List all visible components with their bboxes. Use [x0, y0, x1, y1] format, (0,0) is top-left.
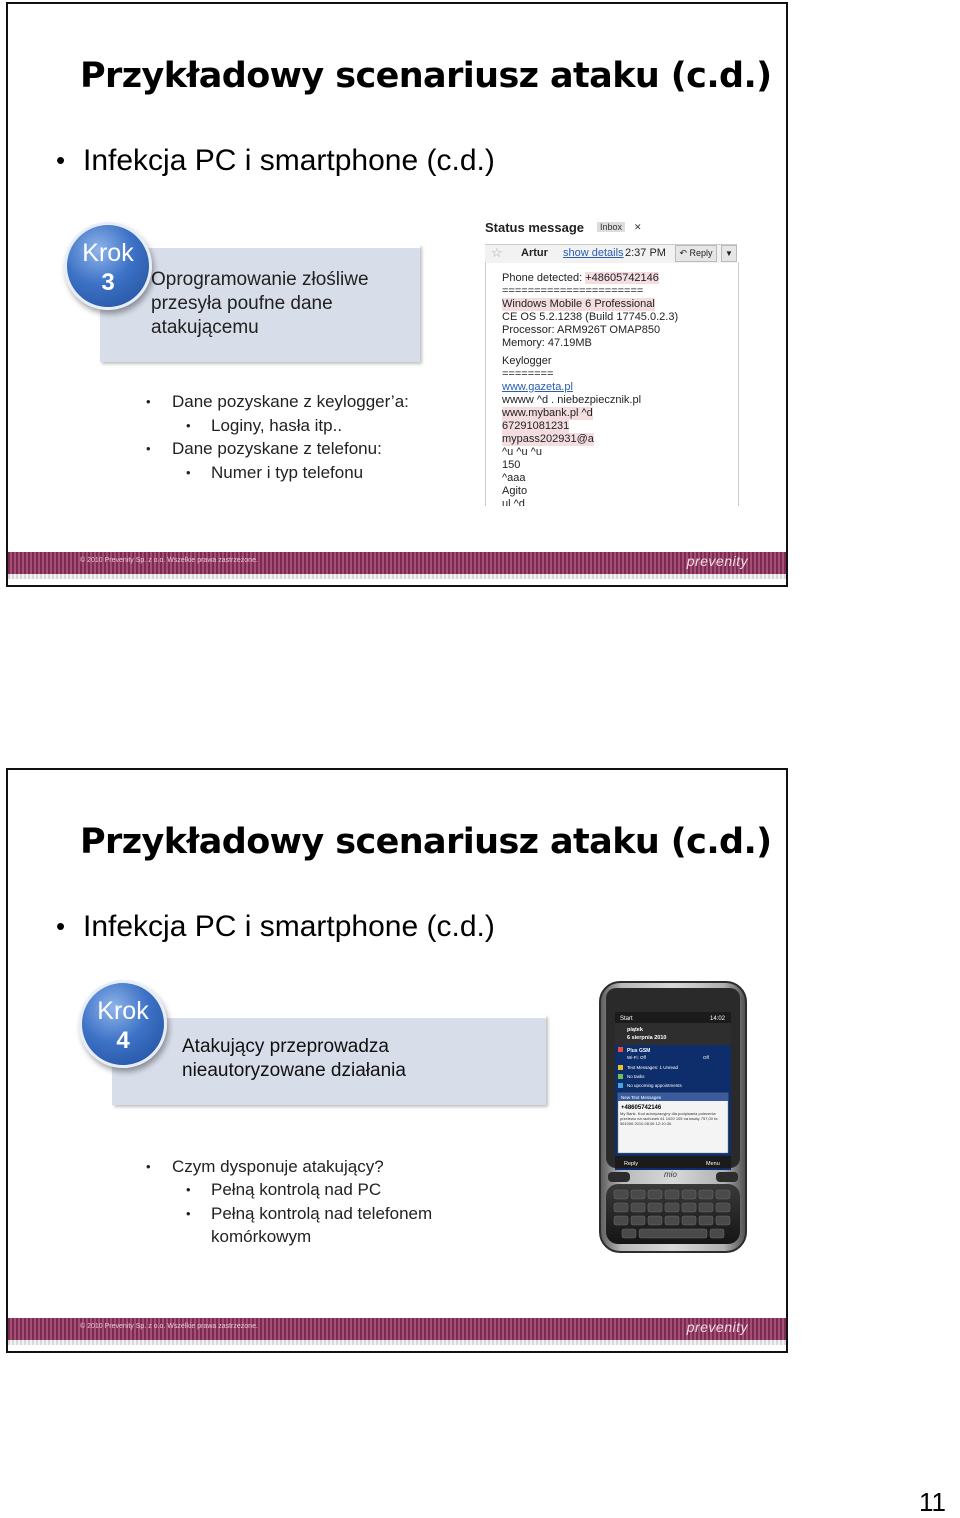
slide-title: Przykładowy scenariusz ataku (c.d.) [80, 56, 772, 96]
step-line: przesyła poufne dane [151, 293, 333, 314]
smartphone-image [598, 980, 748, 1255]
email-screenshot [482, 218, 742, 506]
step-badge [79, 980, 167, 1068]
email-subject: Status message [485, 220, 584, 235]
phone-date: 6 sierpnia 2010 [627, 1035, 667, 1041]
inbox-label: Inbox [597, 222, 625, 232]
phone-wifi: Wi-Fi: Off [627, 1055, 646, 1060]
bullet-dot-icon: • [56, 911, 66, 941]
footer-copyright: © 2010 Prevenity Sp. z o.o. Wszelkie prawa zastrzeżone. [80, 1323, 258, 1330]
chevron-down-icon: ▼ [721, 245, 737, 262]
email-line: mypass202931@a [502, 433, 594, 445]
show-details-link: show details [563, 247, 624, 259]
email-line: Phone detected: +48605742146 [502, 272, 659, 284]
email-line: ^aaa [502, 472, 526, 484]
email-time: 2:37 PM [625, 247, 666, 259]
slide-footer [8, 552, 786, 574]
notification-number: +48605742146 [621, 1105, 662, 1111]
email-line: wwww ^d . niebezpiecznik.pl [502, 394, 642, 406]
email-line: 150 [502, 459, 521, 471]
notification-body: My Bank. Kod autoryzacyjny dla podpisania polecenia przelewu na rachunek 61 1020 105 na kwotę 757,00 to: 561006 2010.08.06 12:10:30. [620, 1111, 719, 1126]
reply-button: ↶ Reply [675, 245, 717, 262]
bullet-dot-icon: • [146, 394, 151, 409]
email-line: Processor: ARM926T OMAP850 [502, 324, 661, 336]
step-description [151, 268, 369, 340]
email-line: ul ^d [502, 498, 525, 506]
slide-1: Przykładowy scenariusz ataku (c.d.) • Infekcja PC i smartphone (c.d.) Oprogramowanie złośliwe przesyła poufne dane atakującemu Krok 3 • Dane pozyskane z keylogger’a: • Loginy, hasła itp.. • Dane pozyskane z telefonu: • Numer i typ telefonu Status message Inbox ✕ ☆ Artur show details 2:37 PM ↶ Reply ▼ Phone detected: +48605742146 ====================== Windows Mobile 6 Professional CE OS 5.2.1238 (Build 17745.0.2.3) Processor: ARM926T OMAP850 Memory: 47.19MB Keylogger ======== www.gazeta.pl wwww ^d . niebezpiecznik.pl www.mybank.pl ^d 67291081231 mypass202931@a ^u ^u ^u 150 ^aaa Agito ul ^d © 2010 Prevenity Sp. z o.o. Wszelkie prawa zastrzeżone. prevenity [6, 2, 788, 587]
email-line: www.mybank.pl ^d [502, 407, 593, 419]
notification-title: New Text Messages [621, 1095, 662, 1100]
footer-logo: prevenity [686, 1319, 748, 1335]
bullet-dot-icon: • [56, 145, 66, 175]
phone-tasks: No tasks [627, 1074, 645, 1079]
bullet-dot-icon: • [186, 1182, 191, 1197]
softkey-left: Reply [624, 1161, 639, 1167]
email-line: Memory: 47.19MB [502, 337, 592, 349]
step-badge [64, 222, 152, 310]
step-badge-label: Krok [82, 239, 134, 267]
email-sender: Artur [521, 247, 548, 259]
bullet-dot-icon: • [146, 441, 151, 456]
page-number: 11 [919, 1487, 946, 1517]
phone-carrier: Plus GSM [627, 1048, 651, 1054]
email-line: ======== [502, 368, 554, 380]
step-badge-number: 4 [116, 1027, 130, 1054]
step-line: atakującemu [151, 317, 259, 338]
email-line: ====================== [502, 285, 644, 297]
star-icon: ☆ [491, 245, 503, 260]
email-line: Windows Mobile 6 Professional [502, 298, 655, 310]
email-header [485, 244, 737, 263]
email-line: Keylogger [502, 355, 552, 367]
slide-footer [8, 1318, 786, 1340]
email-line: CE OS 5.2.1238 (Build 17745.0.2.3) [502, 311, 679, 323]
step-line: nieautoryzowane działania [182, 1060, 406, 1081]
phone-day: piątek [627, 1027, 643, 1033]
phone-texts: Text Messages: 1 Unread [627, 1065, 679, 1070]
footer-logo: prevenity [686, 553, 748, 569]
step-line: Oprogramowanie złośliwe [151, 269, 369, 290]
email-line: Agito [502, 485, 528, 497]
bullet-dot-icon: • [186, 465, 191, 480]
bullet-dot-icon: • [186, 418, 191, 433]
bullet-dot-icon: • [146, 1159, 151, 1174]
email-body [485, 262, 739, 506]
main-bullet-text: Infekcja PC i smartphone (c.d.) [83, 910, 495, 943]
phone-brand: mio [664, 1170, 677, 1179]
phone-appointments: No upcoming appointments [627, 1083, 682, 1088]
email-line: ^u ^u ^u [502, 446, 542, 458]
main-bullet-text: Infekcja PC i smartphone (c.d.) [83, 144, 495, 177]
close-icon: ✕ [634, 222, 642, 232]
slide-title: Przykładowy scenariusz ataku (c.d.) [80, 822, 772, 862]
step-badge-number: 3 [101, 269, 115, 296]
softkey-right: Menu [706, 1161, 720, 1167]
slide-2: Przykładowy scenariusz ataku (c.d.) • Infekcja PC i smartphone (c.d.) Atakujący przeprowadza nieautoryzowane działania Krok 4 • Czym dysponuje atakujący? • Pełną kontrolą nad PC • Pełną kontrolą nad telefonem komórkowym Start 14:02 piątek 6 sierpnia 2010 Plus GSM Wi-Fi: Off Off Text Messages: 1 Unread No tasks No upcoming appointments New Text Messages +48605742146 My Bank. Kod autoryzacyjny dla podpisania polecenia przelewu na rachunek 61 1020 105 na kwotę 757,00 to: 561006 2010.08.06 12:10:30. Reply Menu mio © 2010 Prevenity Sp. z o.o. Wszelkie prawa zastrzeżone. prevenity [6, 768, 788, 1353]
phone-start-label: Start [620, 1016, 633, 1022]
email-line: 67291081231 [502, 420, 570, 432]
reply-icon: ↶ [679, 248, 687, 258]
bullet-dot-icon: • [186, 1206, 191, 1221]
step-line: Atakujący przeprowadza [182, 1036, 389, 1057]
email-line: www.gazeta.pl [502, 381, 573, 393]
step-description [182, 1035, 406, 1083]
step-badge-label: Krok [97, 997, 149, 1025]
phone-clock: 14:02 [710, 1016, 726, 1022]
footer-copyright: © 2010 Prevenity Sp. z o.o. Wszelkie prawa zastrzeżone. [80, 557, 258, 564]
phone-bt: Off [703, 1055, 709, 1060]
